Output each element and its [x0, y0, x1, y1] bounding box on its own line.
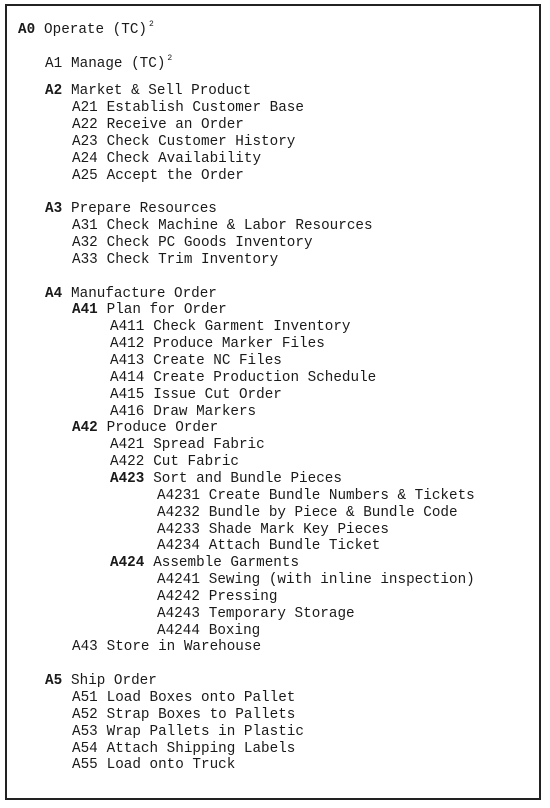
- outline-item-a4234: [157, 538, 380, 555]
- activity-code: A4: [45, 285, 63, 302]
- activity-code: A42: [72, 420, 98, 437]
- activity-code: A53: [72, 723, 98, 740]
- activity-label: Shade Mark Key Pieces: [208, 521, 389, 538]
- footnote-marker: 2: [149, 20, 154, 29]
- outline-item-a4233: [157, 522, 389, 539]
- activity-label: Check Availability: [106, 150, 262, 167]
- outline-item-a423: [110, 471, 342, 488]
- activity-code: A414: [110, 369, 145, 386]
- outline-item-a24: [72, 151, 261, 168]
- outline-item-a4241: [157, 572, 475, 589]
- outline-item-a0: [18, 16, 154, 39]
- activity-label: Attach Shipping Labels: [106, 740, 296, 757]
- activity-code: A52: [72, 706, 98, 723]
- outline-item-a3: [45, 201, 217, 218]
- outline-item-a54: [72, 741, 295, 758]
- outline-item-a4231: [157, 488, 475, 505]
- outline-item-a52: [72, 707, 295, 724]
- outline-item-a25: [72, 168, 244, 185]
- outline-item-a33: [72, 252, 278, 269]
- outline-item-a41: [72, 302, 227, 319]
- activity-code: A43: [72, 639, 98, 656]
- activity-code: A21: [72, 100, 98, 117]
- activity-label: Manage (TC): [71, 55, 166, 72]
- activity-label: Draw Markers: [153, 403, 257, 420]
- activity-code: A412: [110, 336, 145, 353]
- activity-label: Establish Customer Base: [106, 100, 304, 117]
- activity-code: A5: [45, 673, 63, 690]
- outline-item-a21: [72, 100, 304, 117]
- activity-code: A4241: [157, 572, 200, 589]
- activity-code: A51: [72, 690, 98, 706]
- activity-code: A2: [45, 83, 63, 100]
- activity-label: Pressing: [208, 588, 278, 605]
- activity-code: A31: [72, 218, 98, 235]
- activity-label: Store in Warehouse: [106, 639, 262, 656]
- activity-label: Spread Fabric: [153, 437, 265, 454]
- outline-item-a4244: [157, 623, 260, 640]
- outline-item-a32: [72, 235, 313, 252]
- activity-code: A22: [72, 117, 98, 134]
- footnote-marker: 2: [167, 53, 173, 63]
- activity-code: A3: [45, 201, 63, 218]
- activity-code: A4234: [157, 538, 200, 555]
- outline-item-a53: [72, 724, 304, 741]
- outline-item-a23: [72, 134, 295, 151]
- activity-code: A23: [72, 133, 98, 150]
- activity-label: Ship Order: [71, 673, 157, 690]
- outline-item-a2: [45, 83, 251, 100]
- outline-item-a413: [110, 353, 282, 370]
- activity-label: Produce Marker Files: [153, 336, 325, 353]
- activity-code: A423: [110, 470, 145, 487]
- outline-item-a55: [72, 757, 235, 774]
- outline-item-a5: [45, 673, 157, 690]
- activity-code: A413: [110, 353, 145, 369]
- outline-item-a4242: [157, 589, 277, 606]
- activity-label: Check Trim Inventory: [106, 251, 279, 268]
- activity-code: A41: [72, 302, 98, 319]
- activity-label: Create NC Files: [153, 353, 282, 369]
- activity-code: A54: [72, 740, 98, 757]
- outline-item-a414: [110, 370, 376, 387]
- activity-label: Load onto Truck: [106, 757, 236, 774]
- activity-label: Temporary Storage: [208, 605, 355, 622]
- activity-label: Market & Sell Product: [71, 83, 252, 100]
- outline-item-a42: [72, 420, 218, 437]
- activity-code: A4243: [157, 605, 200, 622]
- outline-item-a421: [110, 437, 265, 454]
- outline-item-a22: [72, 117, 244, 134]
- activity-label: Sort and Bundle Pieces: [153, 470, 342, 487]
- activity-label: Strap Boxes to Pallets: [106, 706, 296, 723]
- activity-label: Plan for Order: [106, 302, 227, 319]
- activity-label: Attach Bundle Ticket: [208, 538, 381, 555]
- activity-label: Check PC Goods Inventory: [106, 235, 313, 252]
- outline-item-a415: [110, 387, 282, 404]
- activity-label: Prepare Resources: [71, 201, 217, 218]
- activity-code: A1: [45, 55, 63, 72]
- activity-code: A411: [110, 319, 145, 336]
- activity-label: Wrap Pallets in Plastic: [106, 723, 304, 740]
- activity-label: Boxing: [208, 622, 261, 639]
- activity-code: A4244: [157, 622, 200, 639]
- activity-code: A32: [72, 235, 98, 252]
- activity-code: A0: [18, 22, 36, 38]
- activity-label: Operate (TC): [44, 22, 147, 38]
- activity-code: A4231: [157, 487, 200, 504]
- outline-item-a31: [72, 218, 373, 235]
- activity-label: Load Boxes onto Pallet: [106, 690, 296, 706]
- outline-item-a4243: [157, 606, 355, 623]
- activity-label: Sewing (with inline inspection): [208, 572, 475, 589]
- activity-code: A4242: [157, 588, 200, 605]
- activity-label: Bundle by Piece & Bundle Code: [208, 504, 458, 521]
- activity-label: Produce Order: [106, 420, 219, 437]
- activity-label: Check Machine & Labor Resources: [106, 218, 373, 235]
- activity-code: A424: [110, 555, 145, 572]
- outline-item-a4232: [157, 505, 458, 522]
- outline-item-a51: [72, 690, 295, 707]
- outline-item-a412: [110, 336, 325, 353]
- outline-item-a4: [45, 286, 217, 303]
- activity-code: A4233: [157, 521, 200, 538]
- outline-item-a422: [110, 454, 239, 471]
- activity-label: Cut Fabric: [153, 454, 239, 471]
- outline-item-a1: [45, 50, 172, 73]
- activity-label: Assemble Garments: [153, 555, 300, 572]
- outline-item-a43: [72, 639, 261, 656]
- activity-code: A33: [72, 251, 98, 268]
- outline-item-a411: [110, 319, 351, 336]
- activity-code: A415: [110, 386, 145, 403]
- activity-label: Issue Cut Order: [153, 386, 282, 403]
- activity-label: Check Customer History: [106, 133, 296, 150]
- activity-code: A4232: [157, 504, 200, 521]
- activity-code: A421: [110, 437, 145, 454]
- activity-label: Create Production Schedule: [153, 369, 377, 386]
- activity-label: Receive an Order: [106, 117, 244, 134]
- outline-item-a416: [110, 404, 256, 421]
- activity-code: A55: [72, 757, 98, 774]
- activity-code: A25: [72, 167, 98, 184]
- activity-code: A416: [110, 403, 145, 420]
- activity-label: Check Garment Inventory: [153, 319, 351, 336]
- activity-label: Create Bundle Numbers & Tickets: [208, 487, 475, 504]
- activity-code: A422: [110, 454, 145, 471]
- outline-item-a424: [110, 555, 299, 572]
- activity-label: Manufacture Order: [71, 285, 217, 302]
- activity-code: A24: [72, 150, 98, 167]
- activity-label: Accept the Order: [106, 167, 244, 184]
